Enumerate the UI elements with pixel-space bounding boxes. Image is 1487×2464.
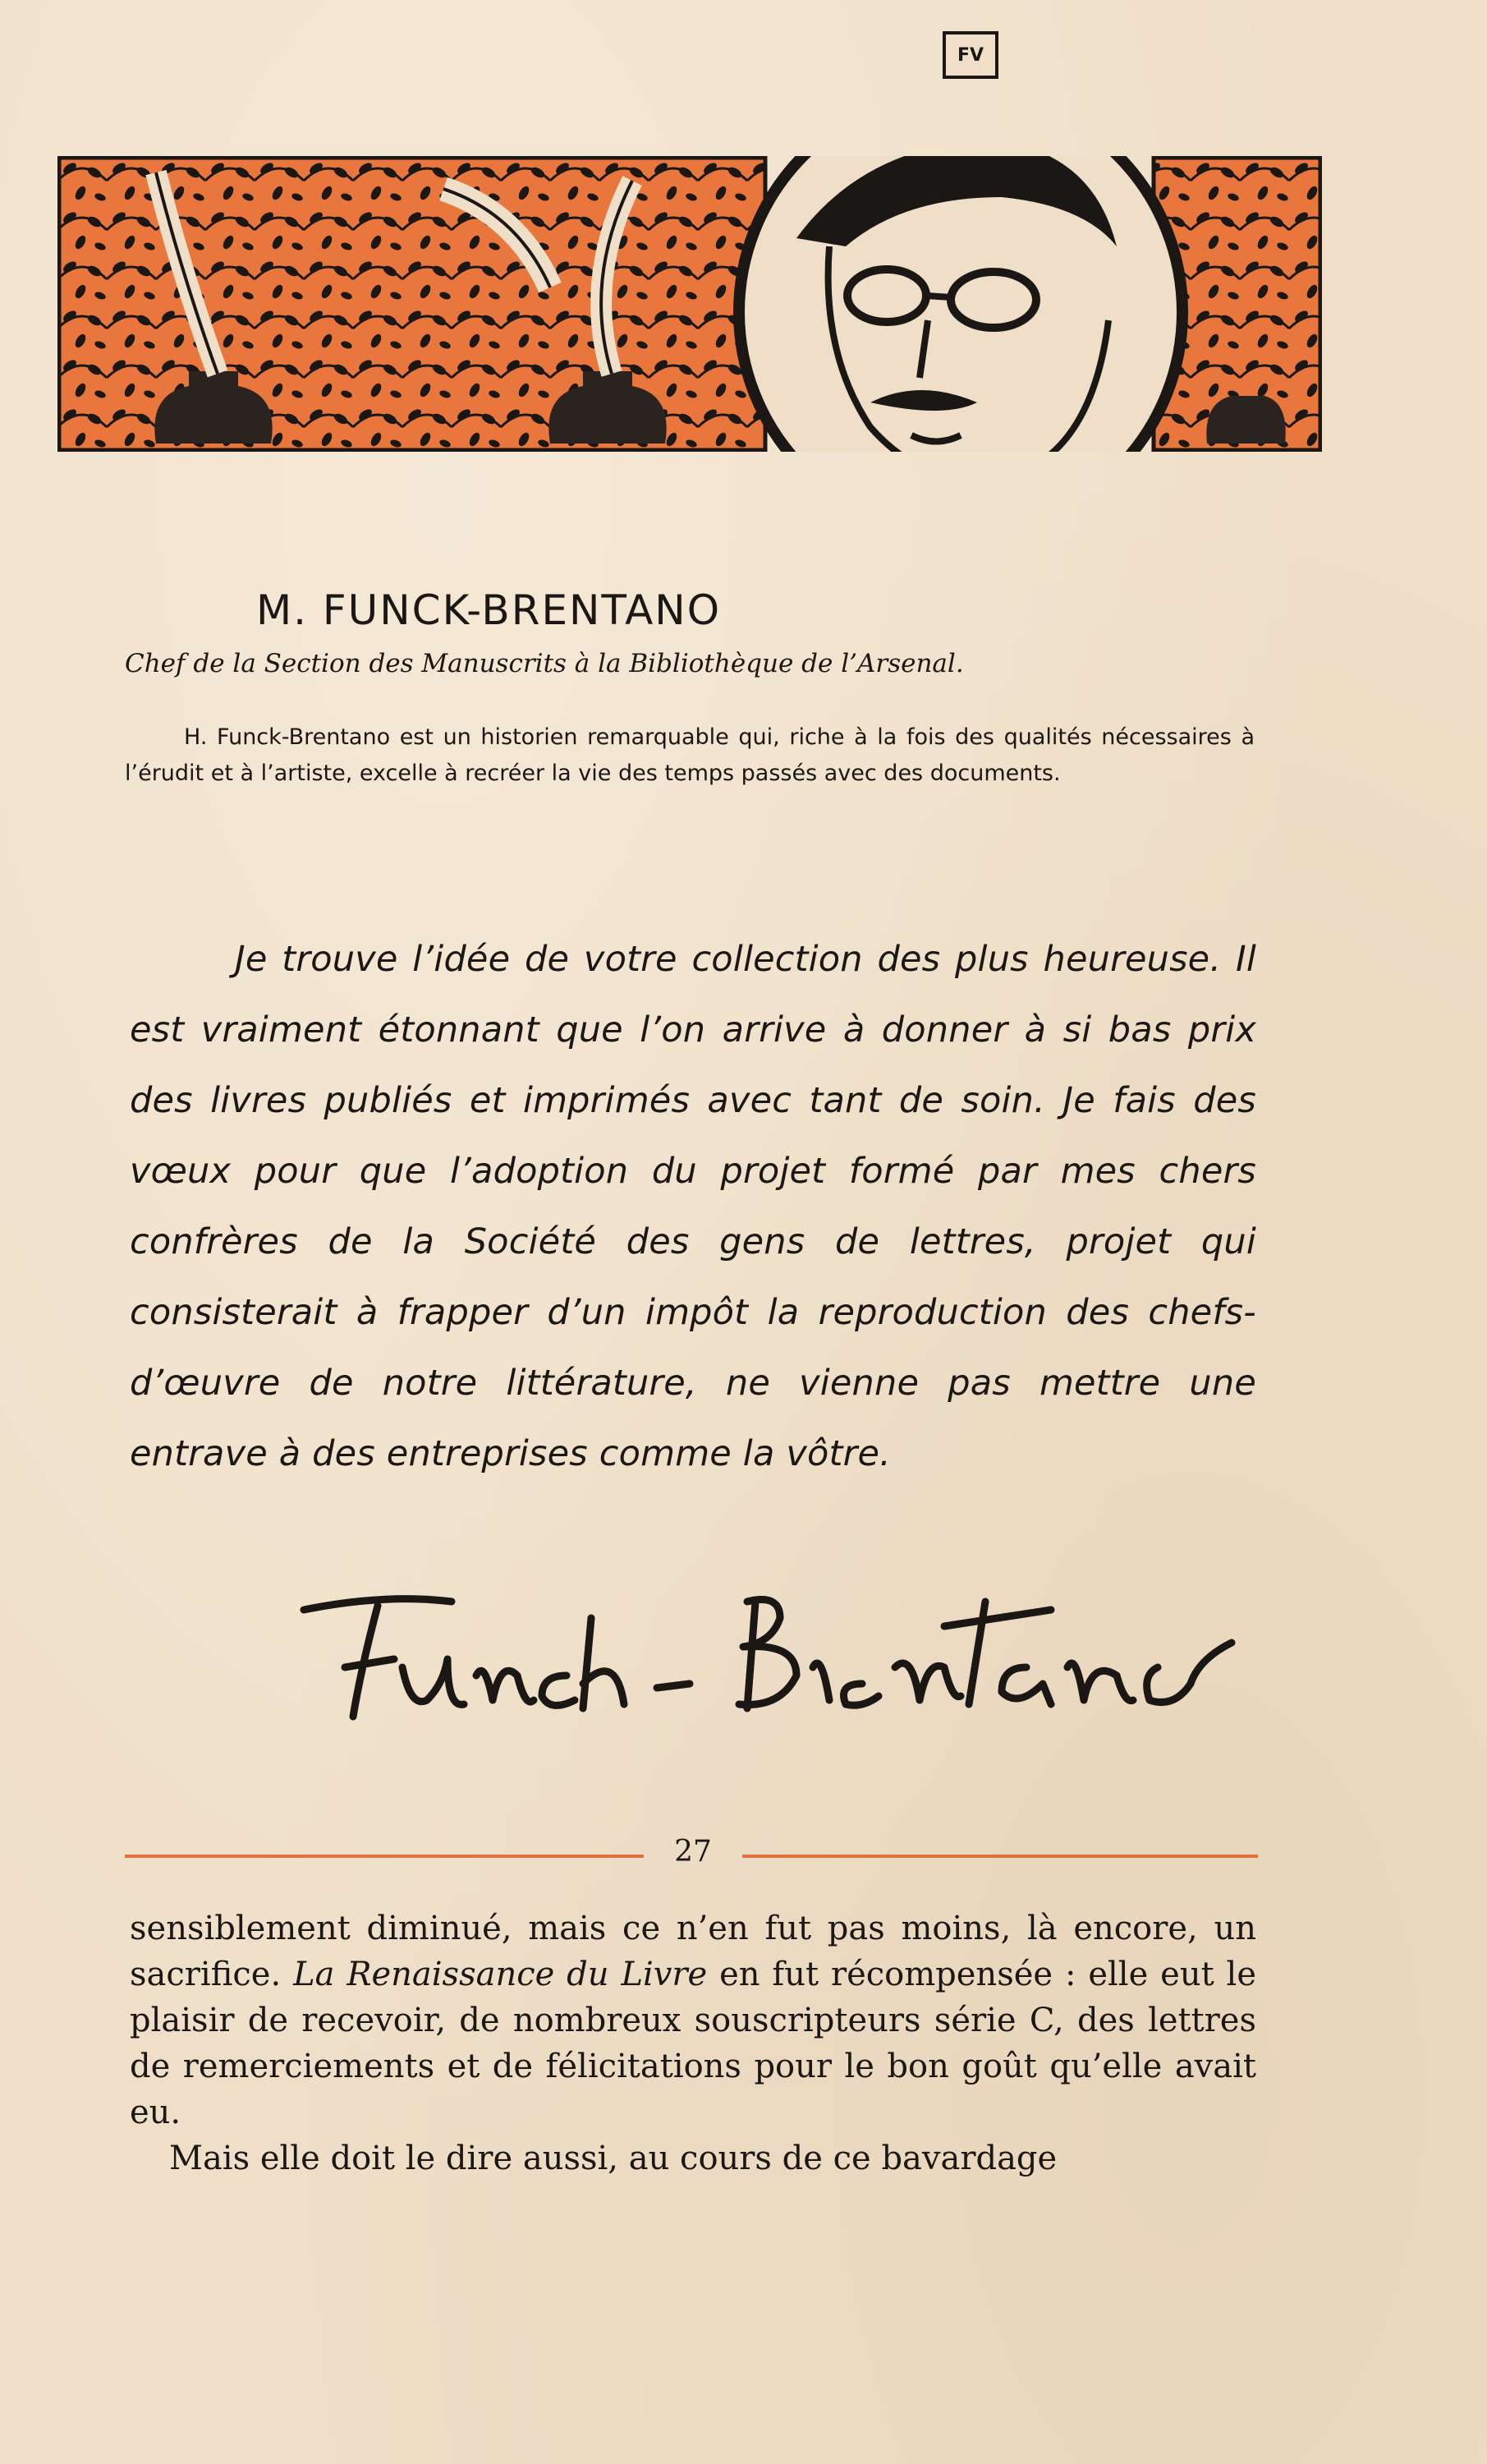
body-paragraph	[130, 1905, 1256, 2135]
artist-monogram: FV	[943, 31, 998, 79]
page-title: M. FUNCK-BRENTANO	[256, 586, 722, 634]
continuation-text	[130, 1905, 1256, 2181]
banner-illustration	[57, 156, 1322, 452]
divider-line-left	[125, 1855, 644, 1858]
decorative-header-banner	[57, 156, 1322, 452]
handwritten-signature	[287, 1544, 1256, 1741]
page-number: 27	[674, 1835, 712, 1869]
subtitle-role: Chef de la Section des Manuscrits à la Bibliothèque de l’Arsenal.	[125, 649, 964, 678]
portrait-medallion	[739, 156, 1182, 452]
bio-paragraph: H. Funck-Brentano est un historien remarquable qui, riche à la fois des qualités nécessaires à l’érudit et à l’artiste, excelle à recréer la vie des temps passés avec des documents.	[125, 724, 1255, 786]
quote-paragraph: Je trouve l’idée de votre collection des plus heureuse. Il est vraiment étonnant que l’on arrive à donner à si bas prix des livres publiés et imprimés avec tant de soin. Je fais des vœux pour que l’adoption du projet formé par mes chers confrères de la Société des gens de lettres, projet qui consisterait à frapper d’un impôt la reproduction des chefs-d’œuvre de notre littérature, ne vienne pas mettre une entrave à des entreprises comme la vôtre.	[130, 939, 1256, 1474]
body-text-span: en fut récompensée : elle eut le plaisir de recevoir, de nombreux souscripteurs série C, des lettres de remerciements et de félicitations pour le bon goût qu’elle avait eu.	[130, 1956, 1257, 2131]
divider-line-right	[742, 1855, 1258, 1858]
book-title-italic: La Renaissance du Livre	[293, 1956, 708, 1993]
body-text-span: sensiblement diminué, mais ce n’en fut pas moins, là encore, un sacrifice.	[130, 1910, 1256, 1993]
signature-drawing	[287, 1544, 1256, 1741]
body-paragraph: Mais elle doit le dire aussi, au cours de ce bavardage	[169, 2140, 1058, 2177]
